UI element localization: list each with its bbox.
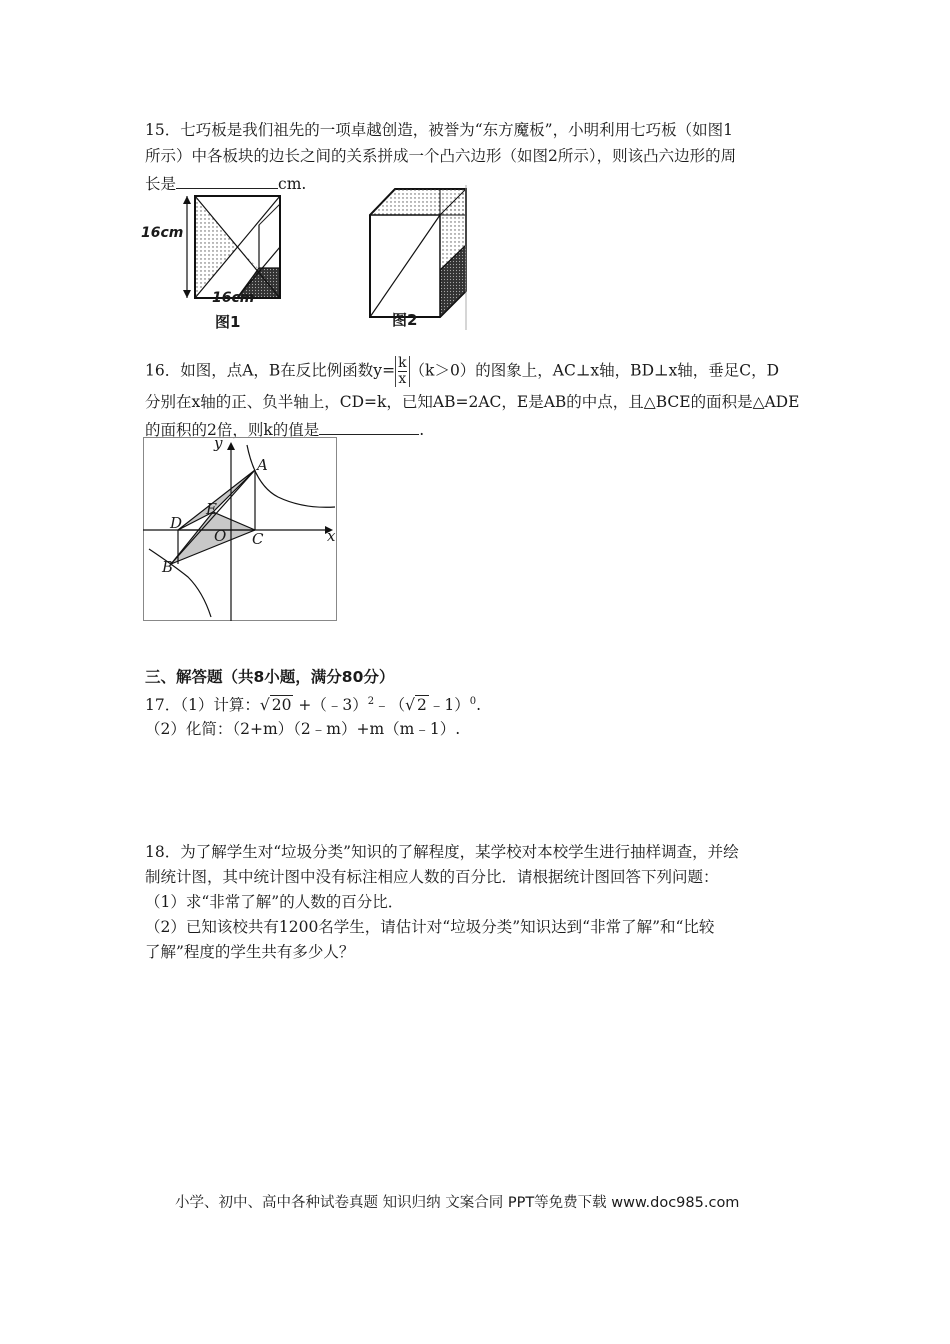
- fig1-side-label: 16cm: [141, 225, 184, 241]
- q17-exp-0: 0: [469, 696, 477, 707]
- fig2-caption: 图2: [392, 311, 418, 329]
- q16-line-1-prefix: 16．如图，点A，B在反比例函数y=: [145, 361, 396, 380]
- q17-part-2: （2）化简：（2+m）（2﹣m）+m（m﹣1）.: [145, 720, 461, 738]
- q16-label-E: E: [206, 500, 217, 518]
- q17-exp-2: 2: [367, 696, 375, 707]
- q16-fraction: [395, 356, 409, 387]
- q17-p1-post: ﹣1）: [428, 696, 470, 715]
- q16-label-D: D: [170, 514, 183, 532]
- q16-line-3-suffix: .: [419, 421, 425, 439]
- q17-p1-prefix: 17．（1）计算：: [145, 696, 260, 715]
- q15-figure-1: [140, 190, 290, 330]
- sqrt-20: √ 20: [259, 696, 292, 715]
- section-3-title: 三、解答题（共8小题，满分80分）: [145, 668, 395, 686]
- q16-label-O: O: [214, 527, 227, 545]
- q15-line-3-prefix: 长是: [145, 175, 177, 193]
- q18-line-4: （2）已知该校共有1200名学生，请估计对“垃圾分类”知识达到“非常了解”和“比较: [145, 918, 715, 936]
- fig1-caption: 图1: [215, 313, 241, 331]
- q17-p1-mid: +（﹣3）: [293, 696, 368, 715]
- q16-line-1: [145, 356, 779, 387]
- q15-line-1: 15．七巧板是我们祖先的一项卓越创造，被誉为“东方魔板”，小明利用七巧板（如图1: [145, 121, 733, 139]
- q17-part-1: [145, 692, 481, 715]
- q16-line-3-prefix: 的面积的2倍，则k的值是: [145, 421, 320, 439]
- q18-line-3: （1）求“非常了解”的人数的百分比．: [145, 893, 404, 911]
- q15-line-3-suffix: cm.: [278, 175, 307, 193]
- fraction-numerator: k: [398, 355, 407, 371]
- q16-label-x: x: [327, 527, 336, 545]
- q16-line-1-suffix: （k＞0）的图象上，AC⊥x轴，BD⊥x轴，垂足C，D: [409, 361, 780, 380]
- sqrt-2-radicand: 2: [417, 696, 427, 715]
- q16-label-A: A: [257, 456, 268, 474]
- q18-line-1: 18．为了解学生对“垃圾分类”知识的了解程度，某学校对本校学生进行抽样调查，并绘: [145, 843, 739, 861]
- fig1-bottom-label: 16cm: [212, 290, 255, 306]
- fraction-denominator: x: [398, 371, 407, 387]
- q17-p1-end: .: [476, 696, 482, 715]
- q16-line-2: 分别在x轴的正、负半轴上，CD=k，已知AB=2AC，E是AB的中点，且△BCE的面积是△ADE: [145, 393, 800, 411]
- q18-line-5: 了解”程度的学生共有多少人？: [145, 943, 355, 961]
- footer-text: 小学、初中、高中各种试卷真题 知识归纳 文案合同 PPT等免费下载 www.doc985.com: [175, 1195, 740, 1211]
- q16-label-C: C: [252, 530, 264, 548]
- q16-label-B: B: [162, 558, 174, 576]
- q18-line-2: 制统计图，其中统计图中没有标注相应人数的百分比．请根据统计图回答下列问题：: [145, 868, 719, 886]
- q16-answer-blank: [319, 418, 419, 435]
- q17-p1-mid2: ﹣（: [374, 696, 406, 715]
- sqrt-2: √ 2: [405, 696, 427, 715]
- q15-line-2: 所示）中各板块的边长之间的关系拼成一个凸六边形（如图2所示），则该凸六边形的周: [145, 147, 737, 165]
- sqrt-20-radicand: 20: [271, 696, 292, 715]
- q15-answer-blank: [176, 172, 278, 189]
- q16-label-y: y: [214, 434, 223, 452]
